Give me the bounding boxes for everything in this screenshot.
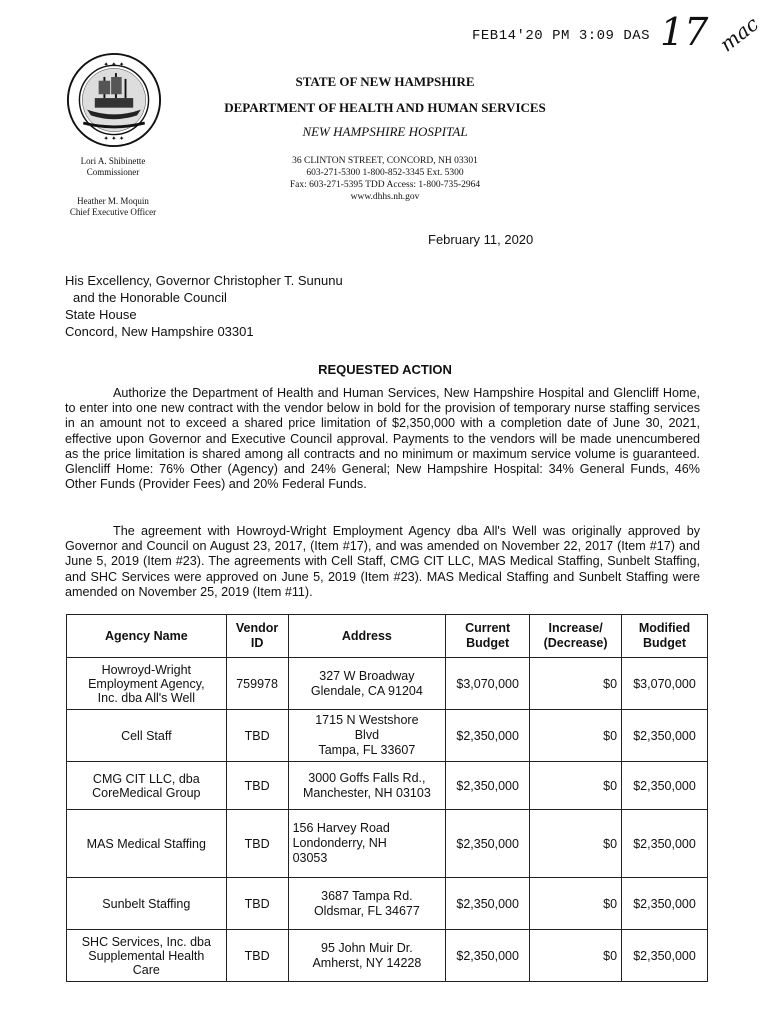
website-line: www.dhhs.nh.gov	[350, 192, 420, 202]
agency-name-cell: CMG CIT LLC, dba CoreMedical Group	[67, 762, 227, 810]
change-cell: $0	[530, 762, 622, 810]
vendor-id-cell: TBD	[226, 762, 288, 810]
fax-line: Fax: 603-271-5395 TDD Access: 1-800-735-2964	[289, 180, 481, 190]
agency-name-cell: Howroyd-Wright Employment Agency, Inc. dba All's Well	[67, 658, 227, 710]
header-vendor-id: Vendor ID	[226, 615, 288, 658]
change-cell: $0	[530, 878, 622, 930]
recipient-line: and the Honorable Council	[73, 290, 227, 305]
address-cell: 95 John Muir Dr. Amherst, NY 14228	[288, 930, 446, 982]
current-budget-cell: $2,350,000	[446, 810, 530, 878]
vendor-id-cell: TBD	[226, 710, 288, 762]
modified-budget-cell: $2,350,000	[622, 878, 708, 930]
current-budget-cell: $2,350,000	[446, 762, 530, 810]
commissioner-title: Commissioner	[86, 167, 140, 177]
change-cell: $0	[530, 658, 622, 710]
current-budget-cell: $3,070,000	[446, 658, 530, 710]
recipient-line: Concord, New Hampshire 03301	[65, 324, 254, 339]
vendor-id-cell: TBD	[226, 930, 288, 982]
agency-name-cell: Sunbelt Staffing	[67, 878, 227, 930]
hospital-heading: NEW HAMPSHIRE HOSPITAL	[302, 124, 468, 139]
phone-line: 603-271-5300 1-800-852-3345 Ext. 5300	[306, 168, 464, 178]
paragraph-text: The agreement with Howroyd-Wright Employment Agency dba All's Well was originally approved by Governor and Council on August 23, 2017, (Item #17), and was amended on November 22, 2017 (Item #17) and June 5, 2019 (Item #23). The agreements with Cell Staff, CMG CIT LLC, MAS Medical Staffing, Sunbelt Staffing, and SHC Services were approved on June 5, 2019 (Item #23). MAS Medical Staffing and Sunbelt Staffing were amended on November 25, 2019 (Item #11).	[65, 524, 700, 599]
state-seal-icon	[66, 52, 162, 148]
agency-name-cell: MAS Medical Staffing	[67, 810, 227, 878]
ceo-name: Heather M. Moquin	[77, 196, 149, 206]
recipient-line: His Excellency, Governor Christopher T. Sununu	[65, 273, 343, 288]
current-budget-cell: $2,350,000	[446, 878, 530, 930]
state-heading: STATE OF NEW HAMPSHIRE	[295, 74, 475, 89]
table-row	[67, 810, 708, 878]
ceo-title: Chief Executive Officer	[69, 207, 157, 217]
commissioner-name: Lori A. Shibinette	[80, 156, 146, 166]
vendor-id-cell: 759978	[226, 658, 288, 710]
ceo-block	[58, 196, 168, 218]
recipient-block	[65, 272, 343, 340]
table-row	[67, 658, 708, 710]
address-cell: 3687 Tampa Rd. Oldsmar, FL 34677	[288, 878, 446, 930]
paragraph-text: Authorize the Department of Health and Human Services, New Hampshire Hospital and Glencliff Home, to enter into one new contract with the vendor below in bold for the provision of temporary nurse staffing services in an amount not to exceed a shared price limitation of $2,350,000 with a completion date of June 30, 2021, effective upon Governor and Executive Council approval. Payments to the vendors will be made unencumbered as the price limitation is shared among all contracts and no minimum or maximum service volume is guaranteed. Glencliff Home: 76% Other (Agency) and 24% General; New Hampshire Hospital: 34% General Funds, 46% Other Funds (Provider Fees) and 20% Federal Funds.	[65, 386, 700, 492]
address-cell: 3000 Goffs Falls Rd., Manchester, NH 03103	[288, 762, 446, 810]
modified-budget-cell: $2,350,000	[622, 710, 708, 762]
address-cell: 156 Harvey Road Londonderry, NH 03053	[288, 810, 446, 878]
item-number-handwritten: 17	[660, 10, 709, 54]
table-row	[67, 762, 708, 810]
change-cell: $0	[530, 710, 622, 762]
address-cell: 1715 N Westshore Blvd Tampa, FL 33607	[288, 710, 446, 762]
commissioner-block	[58, 156, 168, 178]
header-agency-name: Agency Name	[67, 615, 227, 658]
address-line: 36 CLINTON STREET, CONCORD, NH 03301	[292, 156, 478, 166]
table-header-row	[67, 615, 708, 658]
modified-budget-cell: $2,350,000	[622, 762, 708, 810]
modified-budget-cell: $3,070,000	[622, 658, 708, 710]
vendor-id-cell: TBD	[226, 810, 288, 878]
current-budget-cell: $2,350,000	[446, 710, 530, 762]
received-stamp: FEB14'20 PM 3:09 DAS	[472, 28, 651, 44]
recipient-line: State House	[65, 307, 137, 322]
table-row	[67, 878, 708, 930]
vendor-table	[66, 614, 708, 982]
svg-text:✦ ✦ ✦: ✦ ✦ ✦	[103, 134, 125, 143]
table-row	[67, 930, 708, 982]
agency-name-cell: SHC Services, Inc. dba Supplemental Health Care	[67, 930, 227, 982]
department-heading: DEPARTMENT OF HEALTH AND HUMAN SERVICES	[224, 100, 546, 115]
vendor-id-cell: TBD	[226, 878, 288, 930]
header-modified-budget: Modified Budget	[622, 615, 708, 658]
requested-action-title: REQUESTED ACTION	[318, 362, 452, 377]
handwritten-initials: mac	[715, 11, 764, 57]
paragraph-authorization	[65, 386, 700, 492]
letterhead-address	[240, 155, 530, 203]
svg-text:✦ ✦ ✦: ✦ ✦ ✦	[103, 60, 125, 69]
letter-date: February 11, 2020	[428, 232, 534, 247]
agency-name-cell: Cell Staff	[67, 710, 227, 762]
current-budget-cell: $2,350,000	[446, 930, 530, 982]
modified-budget-cell: $2,350,000	[622, 810, 708, 878]
header-increase-decrease: Increase/ (Decrease)	[530, 615, 622, 658]
header-current-budget: Current Budget	[446, 615, 530, 658]
change-cell: $0	[530, 930, 622, 982]
change-cell: $0	[530, 810, 622, 878]
header-address: Address	[288, 615, 446, 658]
paragraph-history	[65, 524, 700, 600]
table-row	[67, 710, 708, 762]
address-cell: 327 W Broadway Glendale, CA 91204	[288, 658, 446, 710]
modified-budget-cell: $2,350,000	[622, 930, 708, 982]
